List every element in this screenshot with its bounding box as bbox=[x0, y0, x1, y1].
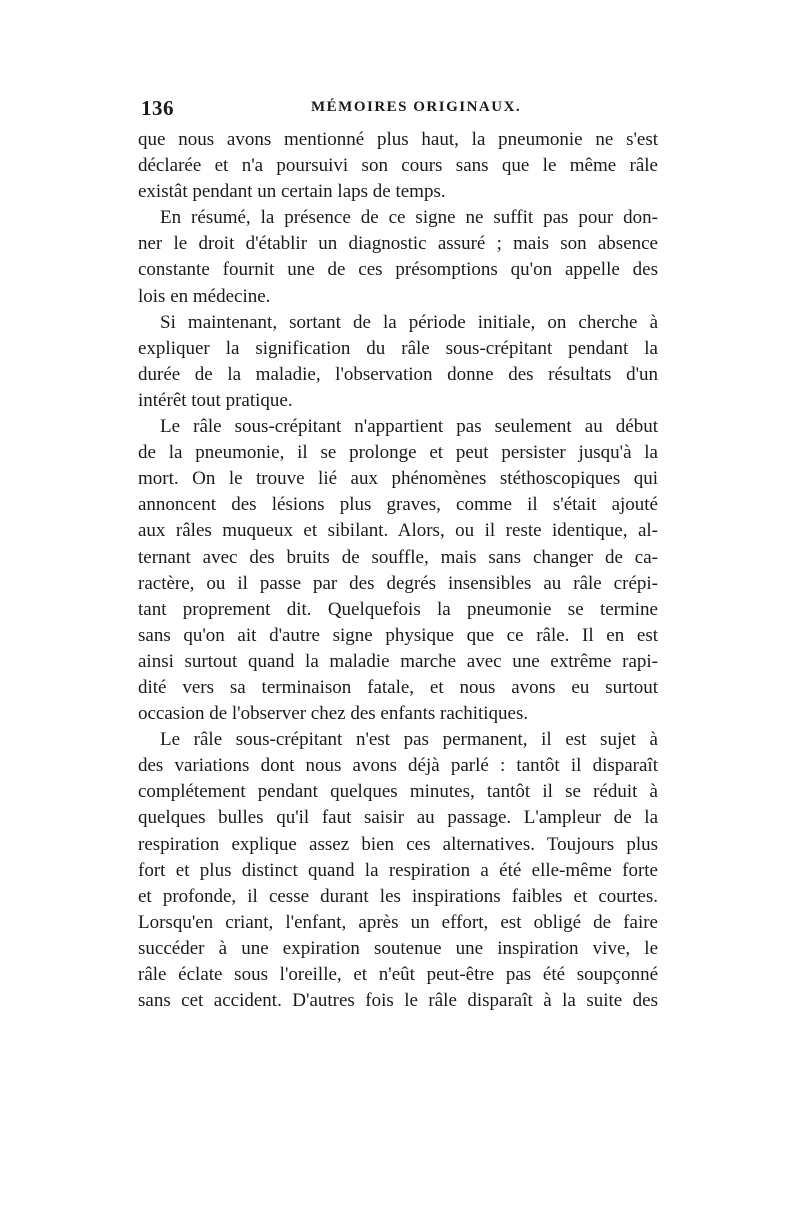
text-line: quelques bulles qu'il faut saisir au passage. L'ampleur de la bbox=[138, 807, 658, 829]
text-line: sans qu'on ait d'autre signe physique que ce râle. Il en est bbox=[138, 624, 658, 646]
text-line: sans cet accident. D'autres fois le râle disparaît à la suite des bbox=[138, 990, 658, 1012]
text-line: ternant avec des bruits de souffle, mais sans changer de ca- bbox=[138, 546, 658, 568]
text-line: ner le droit d'établir un diagnostic assuré ; mais son absence bbox=[138, 233, 658, 255]
text-line: mort. On le trouve lié aux phénomènes stéthoscopiques qui bbox=[138, 468, 658, 490]
text-line: Lorsqu'en criant, l'enfant, après un effort, est obligé de faire bbox=[138, 911, 658, 933]
text-line: En résumé, la présence de ce signe ne suffit pas pour don- bbox=[160, 207, 658, 229]
page-number: 136 bbox=[141, 96, 174, 120]
text-line: expliquer la signification du râle sous-crépitant pendant la bbox=[138, 337, 658, 359]
running-head bbox=[141, 96, 659, 120]
text-line: succéder à une expiration soutenue une inspiration vive, le bbox=[138, 937, 658, 959]
text-line: annoncent des lésions plus graves, comme il s'était ajouté bbox=[138, 494, 658, 516]
text-line: intérêt tout pratique. bbox=[138, 389, 293, 411]
text-line: tant proprement dit. Quelquefois la pneumonie se termine bbox=[138, 598, 658, 620]
text-line: déclarée et n'a poursuivi son cours sans que le même râle bbox=[138, 155, 658, 177]
text-line: respiration explique assez bien ces alternatives. Toujours plus bbox=[138, 833, 658, 855]
text-line: complétement pendant quelques minutes, tantôt il se réduit à bbox=[138, 781, 658, 803]
text-line: lois en médecine. bbox=[138, 285, 271, 307]
text-line: Si maintenant, sortant de la période initiale, on cherche à bbox=[160, 311, 658, 333]
text-line: dité vers sa terminaison fatale, et nous avons eu surtout bbox=[138, 676, 658, 698]
text-line: Le râle sous-crépitant n'est pas permanent, il est sujet à bbox=[160, 729, 658, 751]
text-line: existât pendant un certain laps de temps. bbox=[138, 181, 446, 203]
text-line: râle éclate sous l'oreille, et n'eût peut-être pas été soupçonné bbox=[138, 964, 658, 985]
text-line: Le râle sous-crépitant n'appartient pas seulement au début bbox=[160, 416, 658, 438]
text-line: durée de la maladie, l'observation donne des résultats d'un bbox=[138, 363, 658, 385]
body-text bbox=[138, 127, 658, 1014]
text-line: ainsi surtout quand la maladie marche avec une extrême rapi- bbox=[138, 650, 658, 672]
text-line: et profonde, il cesse durant les inspirations faibles et courtes. bbox=[138, 885, 658, 907]
running-title: MÉMOIRES ORIGINAUX. bbox=[311, 99, 522, 115]
text-line: constante fournit une de ces présomptions qu'on appelle des bbox=[138, 259, 658, 281]
text-line: occasion de l'observer chez des enfants rachitiques. bbox=[138, 703, 529, 725]
text-line: fort et plus distinct quand la respiration a été elle-même forte bbox=[138, 859, 658, 881]
text-line: ractère, ou il passe par des degrés insensibles au râle crépi- bbox=[138, 572, 658, 594]
text-line: aux râles muqueux et sibilant. Alors, ou il reste identique, al- bbox=[138, 520, 658, 542]
text-line: que nous avons mentionné plus haut, la pneumonie ne s'est bbox=[138, 129, 658, 150]
text-line: de la pneumonie, il se prolonge et peut persister jusqu'à la bbox=[138, 442, 658, 464]
text-line: des variations dont nous avons déjà parlé : tantôt il disparaît bbox=[138, 755, 658, 777]
